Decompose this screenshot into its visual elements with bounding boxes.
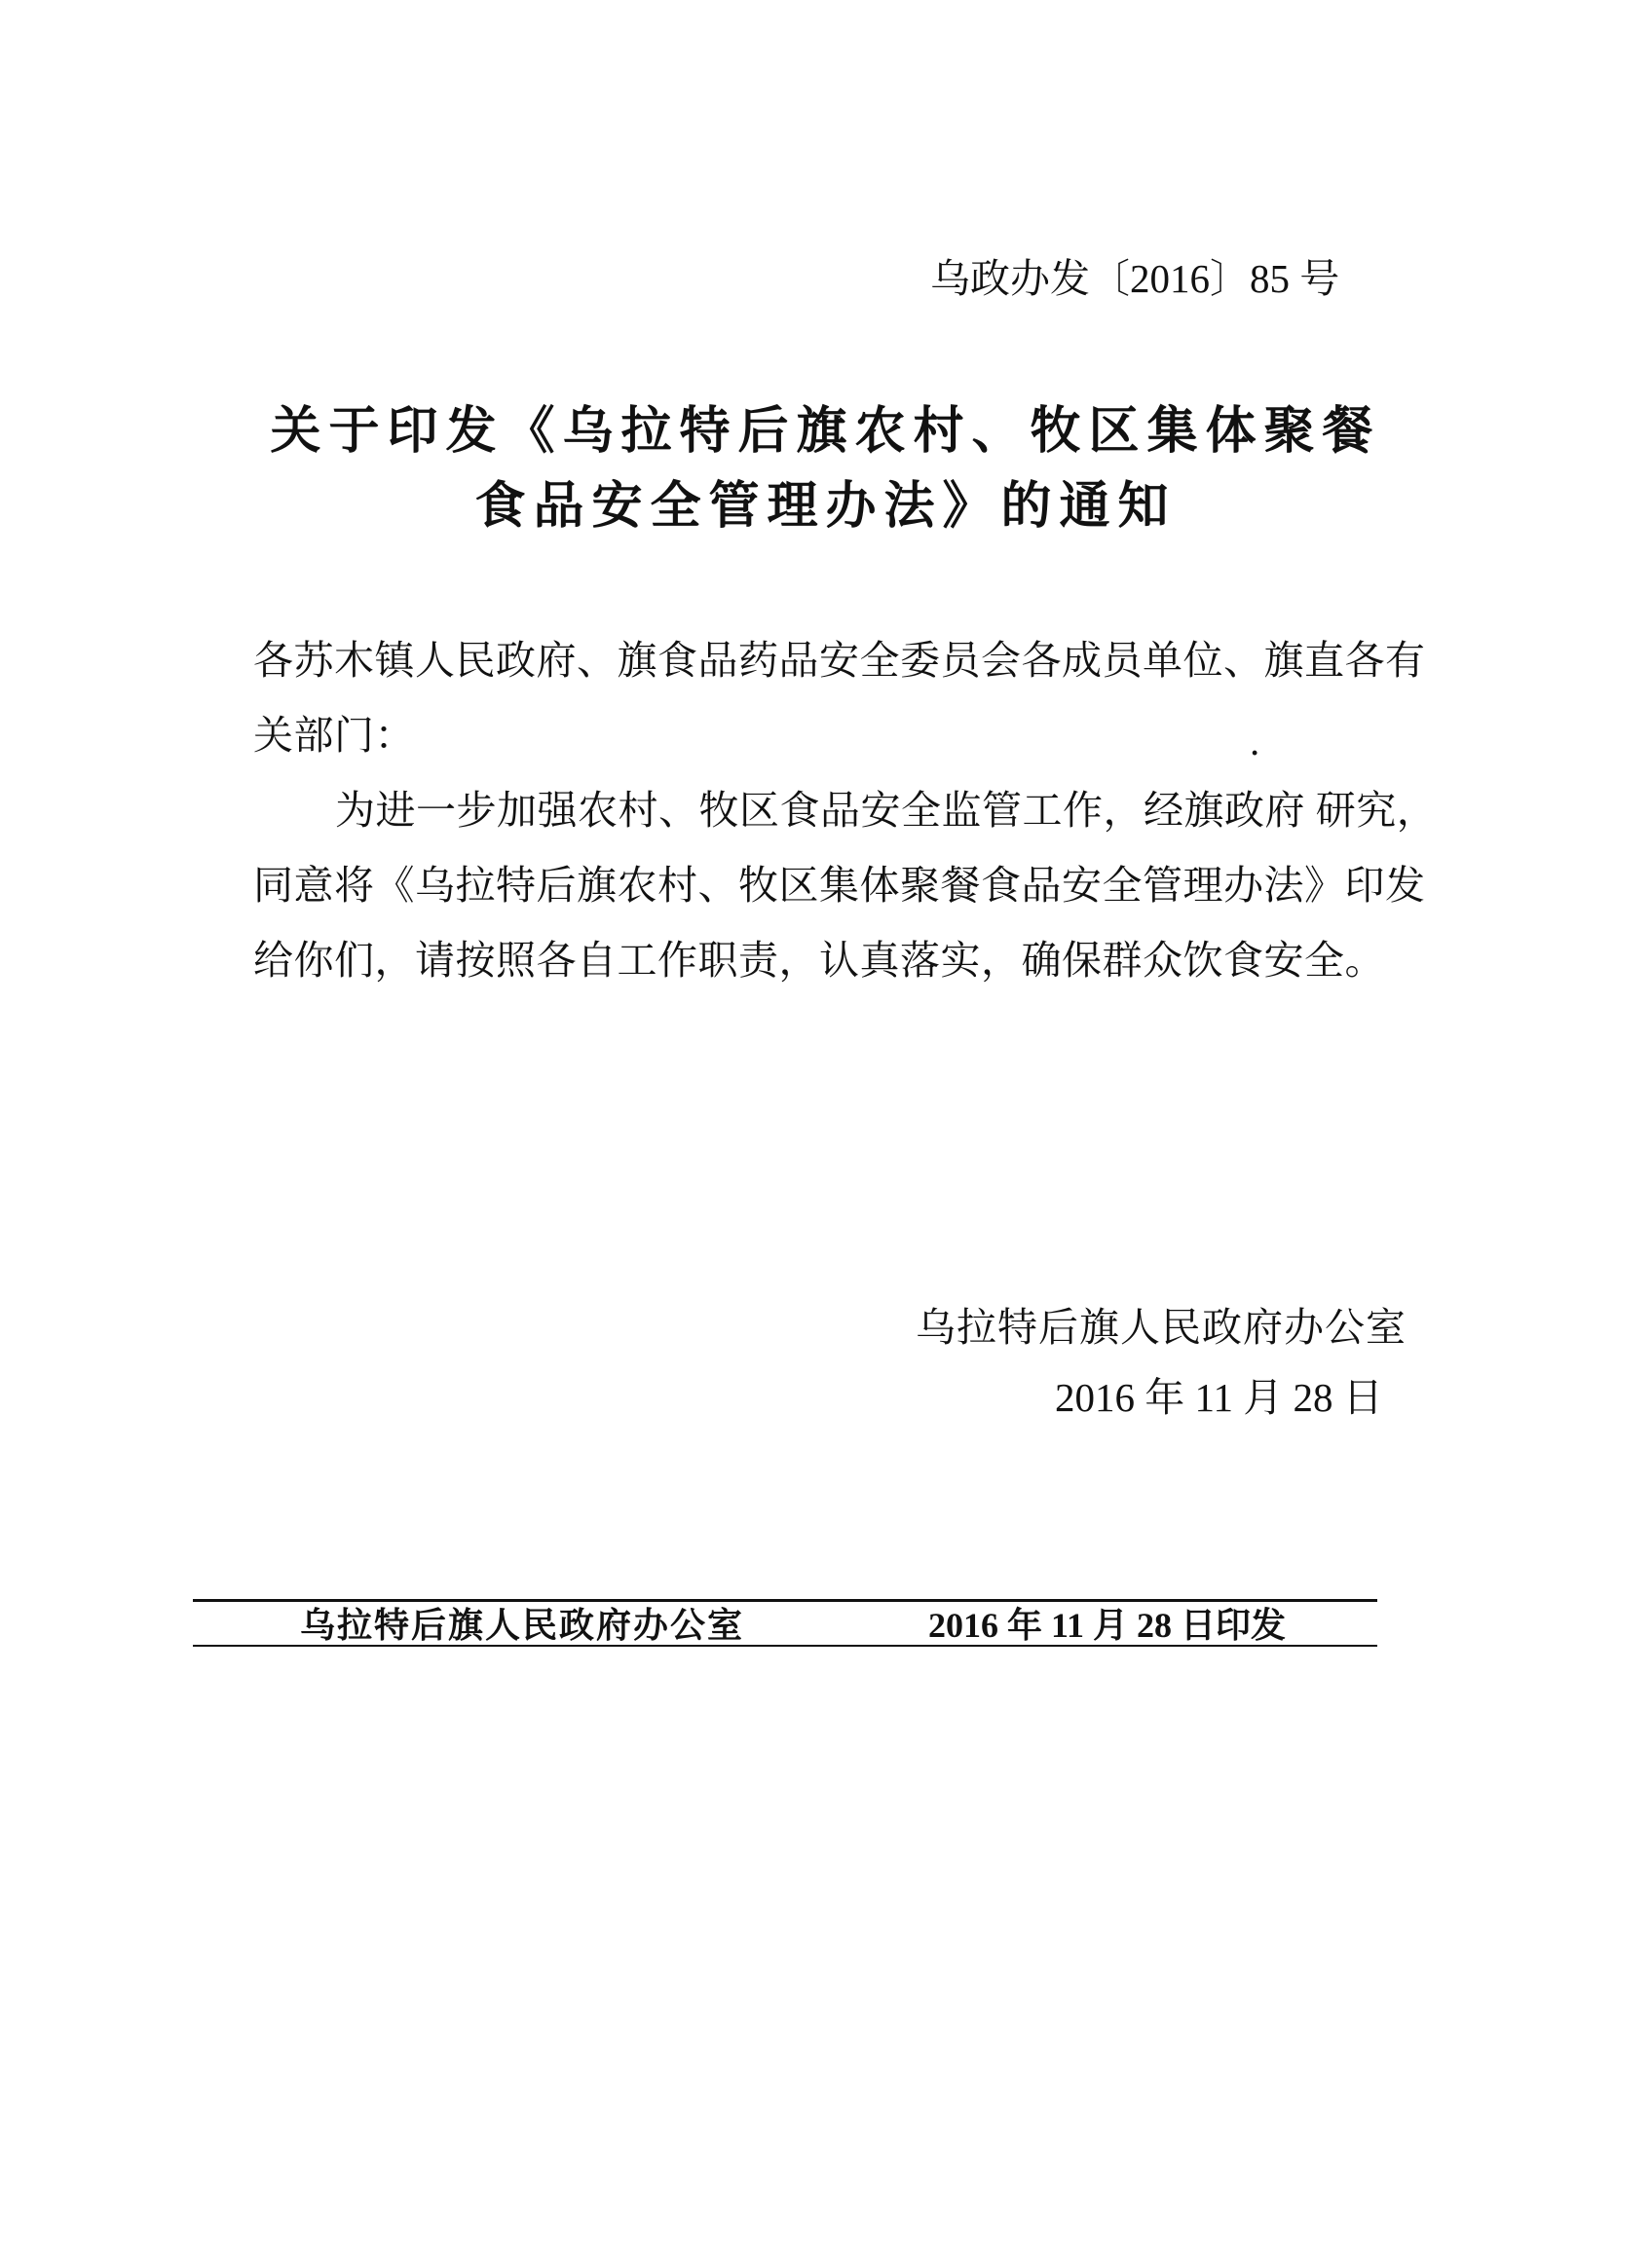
document-title-line-1: 关于印发《乌拉特后旗农村、牧区集体聚餐	[270, 404, 1381, 460]
body-paragraph-line-3: 给你们，请按照各自工作职责，认真落实，确保群众饮食安全。	[253, 938, 1385, 983]
footer-print-date: 2016 年 11 月 28 日印发	[928, 1606, 1287, 1645]
footer-issuer: 乌拉特后旗人民政府办公室	[300, 1606, 745, 1645]
footer-top-rule	[193, 1599, 1377, 1602]
body-salutation-line-1: 各苏木镇人民政府、旗食品药品安全委员会各成员单位、旗直各有	[253, 638, 1426, 683]
signature-issuer: 乌拉特后旗人民政府办公室	[916, 1305, 1407, 1350]
scan-artifact-period: .	[1250, 719, 1260, 763]
signature-date: 2016 年 11 月 28 日	[1055, 1375, 1383, 1420]
body-paragraph-line-1: 为进一步加强农村、牧区食品安全监管工作，经旗政府 研究，	[335, 788, 1438, 833]
footer-bottom-rule	[193, 1645, 1377, 1647]
body-paragraph-line-2: 同意将《乌拉特后旗农村、牧区集体聚餐食品安全管理办法》印发	[253, 863, 1426, 908]
body-salutation-line-2: 关部门：	[253, 713, 415, 758]
document-number: 乌政办发〔2016〕85 号	[930, 256, 1340, 301]
document-title-line-2: 食品安全管理办法》的通知	[474, 479, 1177, 535]
